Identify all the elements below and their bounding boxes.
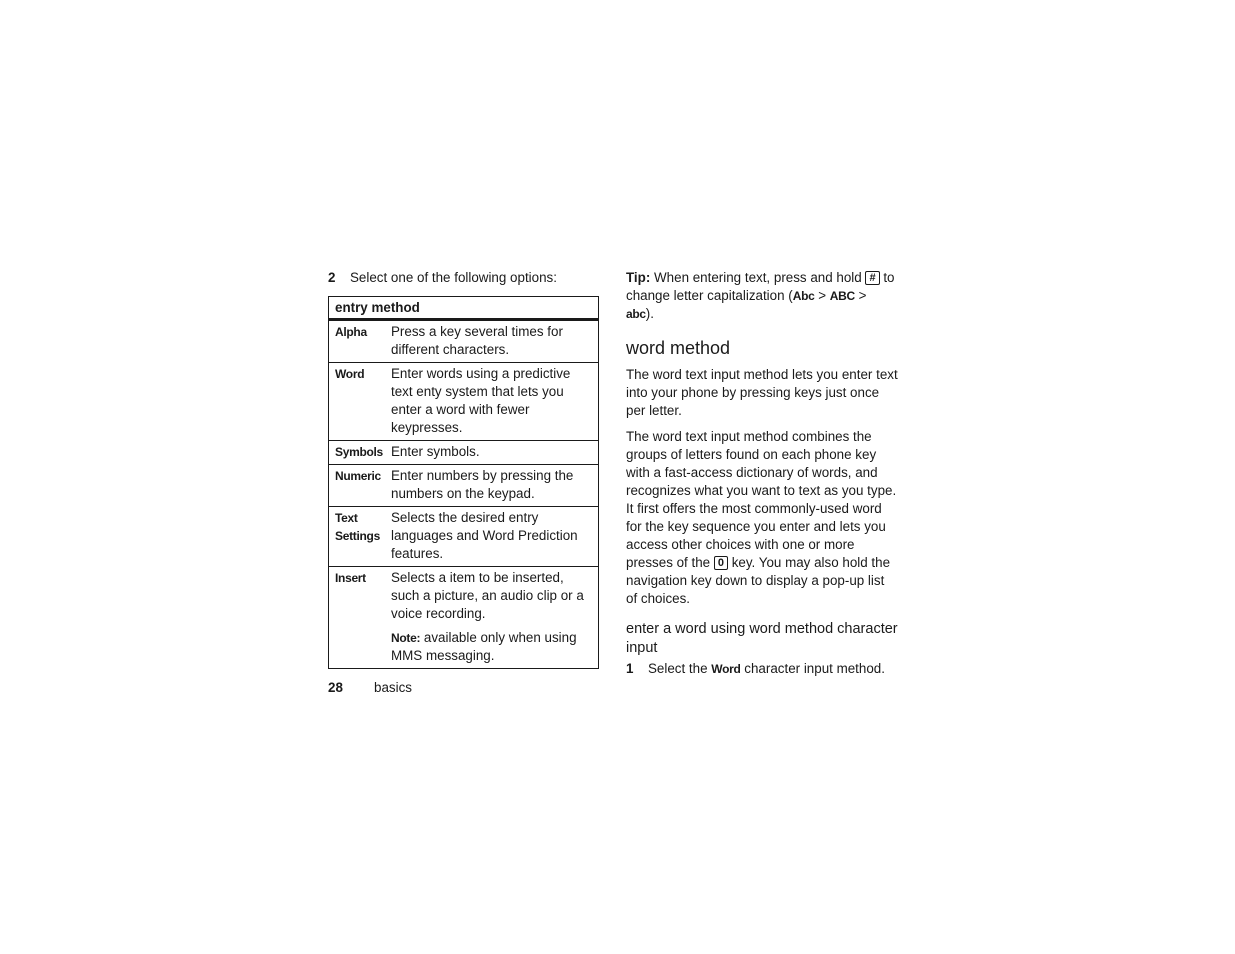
section-paragraph-2 — [626, 428, 898, 608]
step-number: 1 — [626, 661, 634, 676]
page-number: 28 — [328, 680, 343, 695]
table-row — [329, 363, 599, 441]
option-term: Word — [329, 363, 386, 441]
section-title: word method — [626, 338, 731, 358]
zero-key-icon: 0 — [714, 556, 728, 570]
table-header: entry method — [329, 297, 599, 320]
section-paragraph-1: The word text input method lets you enter text into your phone by pressing keys just once per letter. — [626, 367, 898, 418]
step-text: Select one of the following options: — [350, 270, 557, 285]
option-term: Insert — [329, 567, 386, 669]
tip-close: ). — [645, 306, 654, 321]
table-row — [329, 441, 599, 465]
page-footer — [328, 680, 412, 695]
option-term: Symbols — [329, 441, 386, 465]
option-term: Numeric — [329, 465, 386, 507]
option-term: Alpha — [329, 320, 386, 363]
option-term: Text Settings — [329, 507, 386, 567]
cap-sep: > — [814, 288, 830, 303]
option-desc — [385, 567, 599, 669]
cap-abc-initial: Abc — [792, 289, 815, 303]
step-text-after: character input method. — [744, 661, 885, 676]
option-note — [391, 629, 592, 665]
tip-paragraph — [626, 269, 898, 323]
step-2 — [328, 269, 608, 287]
option-desc-text: Selects a item to be inserted, such a picture, an audio clip or a voice recording. — [391, 570, 584, 621]
subsection-title: enter a word using word method character input — [626, 621, 898, 656]
cap-sep: > — [854, 288, 867, 303]
option-desc: Enter numbers by pressing the numbers on the keypad. — [385, 465, 599, 507]
step-1 — [626, 660, 898, 678]
option-desc: Enter symbols. — [385, 441, 599, 465]
table-row — [329, 567, 599, 669]
tip-text-after: to change letter capitalization ( — [626, 270, 895, 303]
note-text: available only when using MMS messaging. — [391, 630, 577, 663]
table-row — [329, 320, 599, 363]
option-desc: Selects the desired entry languages and Word Prediction features. — [385, 507, 599, 567]
option-desc: Press a key several times for different characters. — [385, 320, 599, 363]
note-label: Note: — [391, 631, 421, 645]
chapter-label: basics — [374, 680, 412, 695]
right-column — [626, 269, 898, 678]
hash-key-icon: # — [865, 271, 879, 285]
para2-text-before: The word text input method combines the groups of letters found on each phone key with a fast-access dictionary of words, and recognizes what you want to text as you type. It first offers the most commonly-used word for the key sequence you enter and lets you access other choices with one or more presses of the — [626, 429, 897, 570]
cap-abc-upper: ABC — [829, 289, 855, 303]
tip-label: Tip: — [626, 270, 651, 285]
step-number: 2 — [328, 270, 336, 285]
option-desc: Enter words using a predictive text enty system that lets you enter a word with fewer keypresses. — [385, 363, 599, 441]
cap-abc-lower: abc — [626, 307, 646, 321]
table-row — [329, 465, 599, 507]
step-text-before: Select the — [648, 661, 708, 676]
tip-text-before: When entering text, press and hold — [654, 270, 862, 285]
table-row — [329, 507, 599, 567]
entry-method-table — [328, 296, 599, 669]
step-term: Word — [711, 662, 741, 676]
para2-text-after: key. You may also hold the navigation key down to display a pop-up list of choices. — [626, 555, 891, 606]
